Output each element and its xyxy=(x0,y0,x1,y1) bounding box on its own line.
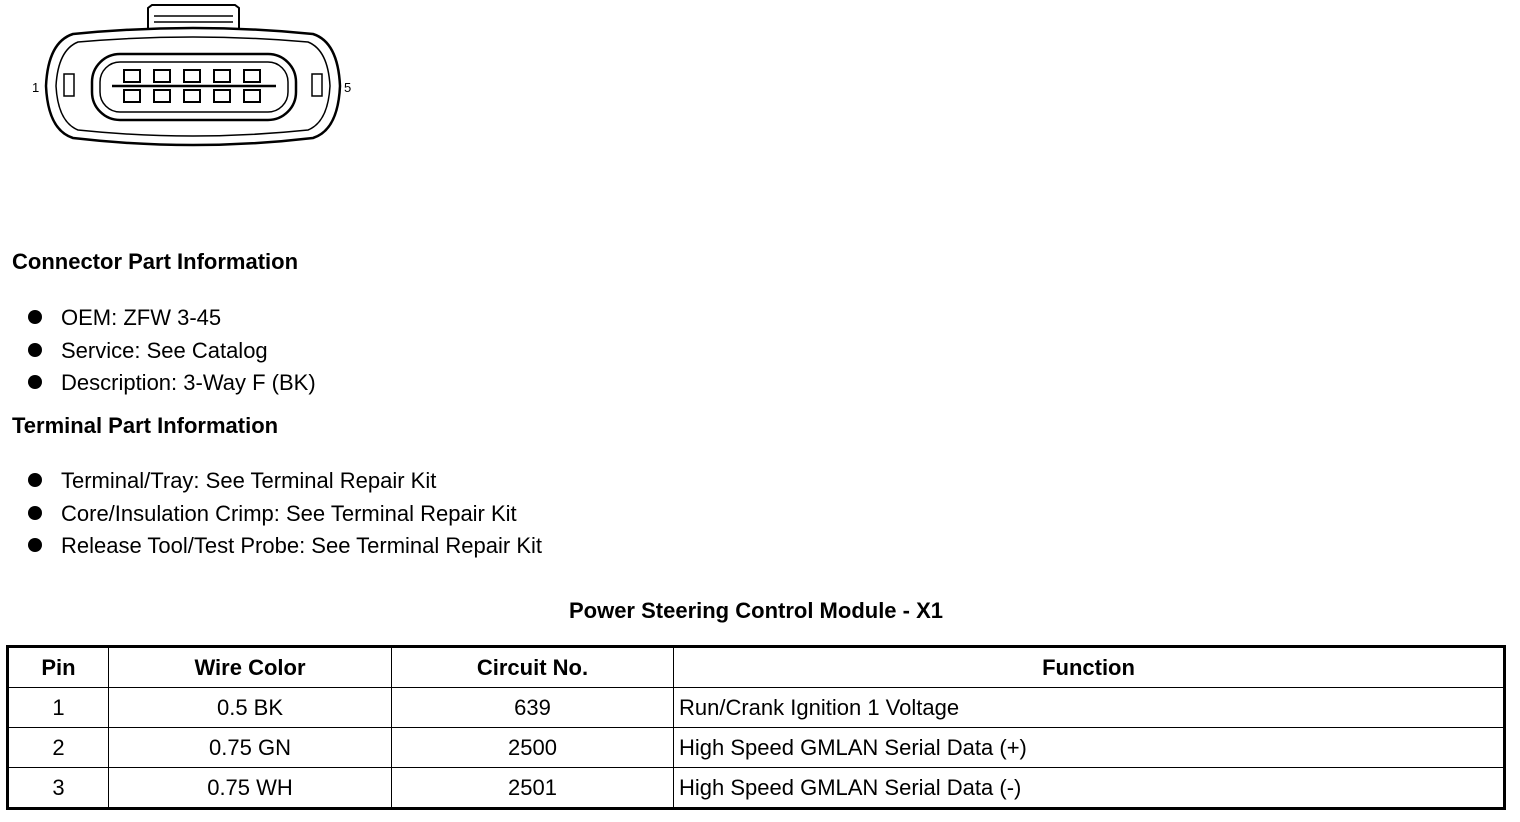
pin-5-label: 5 xyxy=(344,80,352,95)
connector-info-list xyxy=(28,302,316,400)
bullet-icon xyxy=(28,310,42,324)
table-row xyxy=(8,728,1505,768)
cell-function: Run/Crank Ignition 1 Voltage xyxy=(674,688,1505,728)
list-item xyxy=(28,302,316,335)
cell-circuit-no: 639 xyxy=(392,688,674,728)
table-title: Power Steering Control Module - X1 xyxy=(568,598,944,623)
terminal-tray-text: Terminal/Tray: See Terminal Repair Kit xyxy=(61,468,437,493)
connector-info-heading: Connector Part Information xyxy=(12,249,299,274)
pin-1-label: 1 xyxy=(32,80,40,95)
list-item xyxy=(28,465,542,498)
cell-pin: 2 xyxy=(8,728,109,768)
list-item xyxy=(28,367,316,400)
connector-oem-text: OEM: ZFW 3-45 xyxy=(61,305,222,330)
header-wire-color: Wire Color xyxy=(109,647,392,688)
header-pin: Pin xyxy=(8,647,109,688)
cell-function: High Speed GMLAN Serial Data (+) xyxy=(674,728,1505,768)
bullet-icon xyxy=(28,343,42,357)
cell-pin: 3 xyxy=(8,768,109,809)
terminal-info-list xyxy=(28,465,542,563)
list-item xyxy=(28,498,542,531)
bullet-icon xyxy=(28,473,42,487)
header-function: Function xyxy=(674,647,1505,688)
table-header-row xyxy=(8,647,1505,688)
connector-description-text: Description: 3-Way F (BK) xyxy=(61,370,316,395)
list-item xyxy=(28,530,542,563)
bullet-icon xyxy=(28,506,42,520)
bullet-icon xyxy=(28,538,42,552)
terminal-release-tool-text: Release Tool/Test Probe: See Terminal Repair Kit xyxy=(61,533,542,558)
table-row xyxy=(8,688,1505,728)
bullet-icon xyxy=(28,375,42,389)
header-circuit-no: Circuit No. xyxy=(392,647,674,688)
cell-function: High Speed GMLAN Serial Data (-) xyxy=(674,768,1505,809)
pinout-table xyxy=(6,645,1506,810)
terminal-crimp-text: Core/Insulation Crimp: See Terminal Repair Kit xyxy=(61,500,517,526)
terminal-info-heading: Terminal Part Information xyxy=(12,413,279,438)
cell-pin: 1 xyxy=(8,688,109,728)
connector-service-text: Service: See Catalog xyxy=(61,337,268,363)
cell-circuit-no: 2500 xyxy=(392,728,674,768)
table-row xyxy=(8,768,1505,809)
cell-wire-color: 0.5 BK xyxy=(109,688,392,728)
cell-wire-color: 0.75 GN xyxy=(109,728,392,768)
cell-circuit-no: 2501 xyxy=(392,768,674,809)
connector-face-diagram xyxy=(28,2,358,148)
list-item xyxy=(28,335,316,368)
cell-wire-color: 0.75 WH xyxy=(109,768,392,809)
